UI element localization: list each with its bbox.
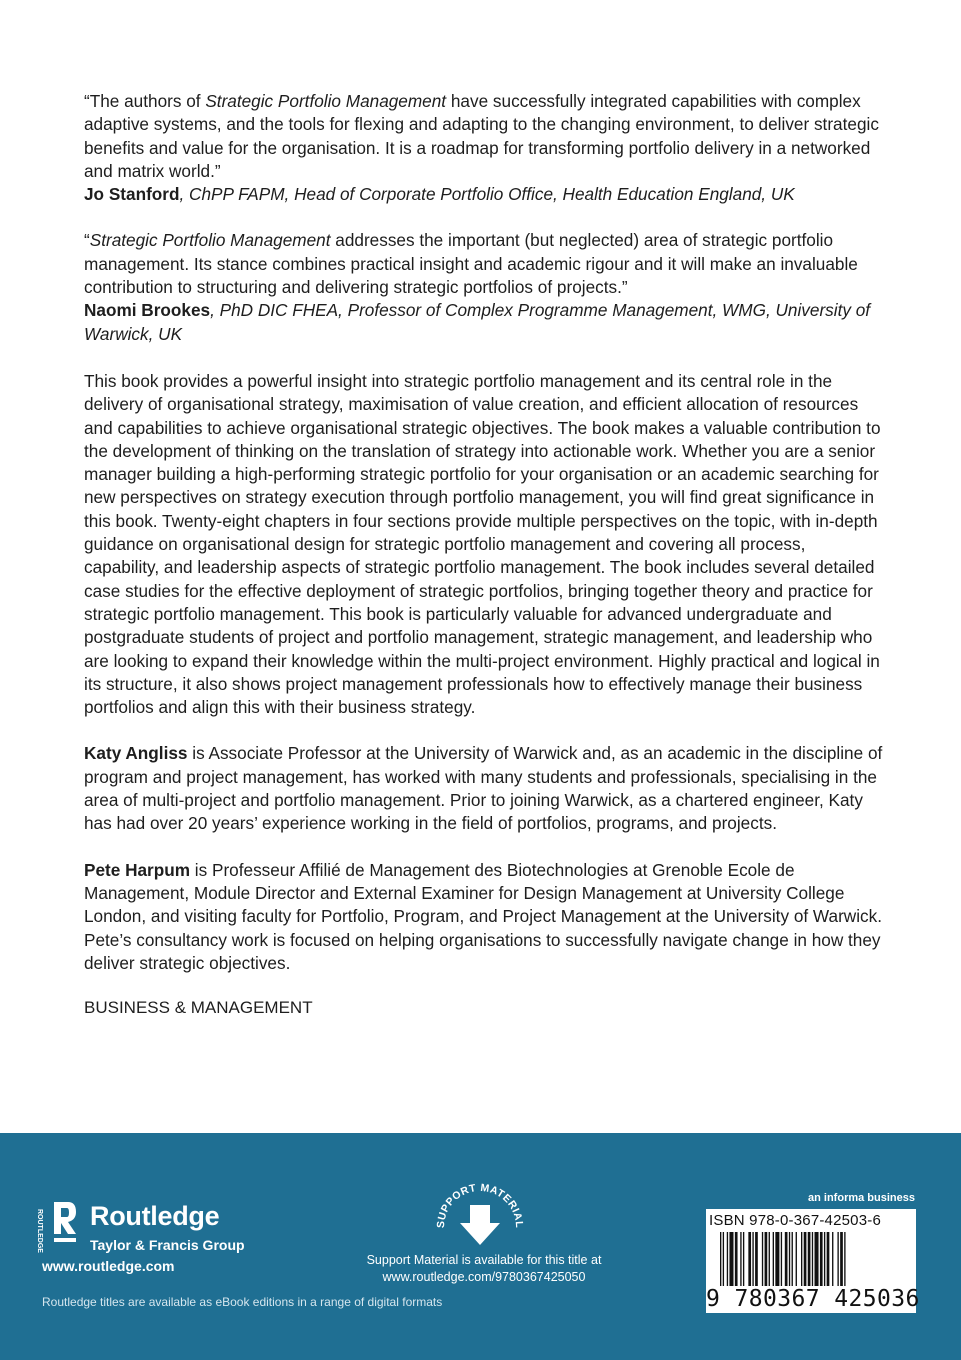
barcode-digits: 9 780367 425036 [706, 1286, 920, 1312]
ebook-note: Routledge titles are available as eBook editions in a range of digital formats [42, 1295, 443, 1309]
barcode-icon [720, 1232, 904, 1286]
informa-tagline: an informa business [808, 1192, 915, 1204]
endorser-credentials: , PhD DIC FHEA, Professor of Complex Programme Management, WMG, University of Warwick, UK [84, 300, 871, 344]
routledge-logo-icon [36, 1200, 80, 1260]
svg-text:ROUTLEDGE: ROUTLEDGE [36, 1209, 43, 1253]
endorsement-attribution-1 [84, 183, 884, 206]
publisher-url[interactable]: www.routledge.com [42, 1258, 175, 1274]
support-material-url[interactable]: www.routledge.com/9780367425050 [382, 1270, 586, 1284]
subject-category: BUSINESS & MANAGEMENT [84, 998, 313, 1018]
endorsement-quote-1: “The authors of Strategic Portfolio Management have successfully integrated capabilities with complex adaptive systems, and the tools for flexing and adapting to the changing environment, to deliver strategic benefits and value for the organisation. It is a roadmap for transforming portfolio delivery in a networked and matrix world.” [84, 91, 879, 181]
svg-text:SUPPORT MATERIAL: SUPPORT MATERIAL [434, 1181, 526, 1229]
author-bio-1: Katy Angliss is Associate Professor at the University of Warwick and, as an academic in the discipline of program and project management, has worked with many students and professionals, specialising in the area of multi-project and portfolio management. Prior to joining Warwick, as a chartered engineer, Katy has had over 20 years’ experience working in the field of portfolios, programs, and projects. [84, 743, 883, 834]
publisher-name: Routledge [90, 1201, 220, 1231]
book-title-italic: Strategic Portfolio Management [89, 230, 331, 251]
isbn-number: ISBN 978-0-367-42503-6 [709, 1212, 882, 1229]
endorsement-quote-2: “Strategic Portfolio Management addresses the important (but neglected) area of strategic portfolio management. Its stance combines practical insight and academic rigour and it will make an invaluable contribution to structuring and delivering strategic portfolios of projects.” [84, 230, 858, 298]
author-name: Katy Angliss [84, 743, 188, 764]
publisher-footer [0, 1133, 961, 1360]
author-name: Pete Harpum [84, 859, 191, 880]
publisher-group: Taylor & Francis Group [90, 1237, 245, 1253]
book-description: This book provides a powerful insight into strategic portfolio management and its central role in the delivery of organisational strategy, maximisation of value creation, and efficient allocation of resources and capabilities to achieve organisational strategic objectives. The book makes a valuable contribution to the development of thinking on the translation of strategy into actionable work. Whether you are a senior manager building a high-performing strategic portfolio for your organisation or an academic searching for new perspectives on strategy execution through portfolio management, you will find great significance in this book. Twenty-eight chapters in four sections provide multiple perspectives on the topic, with in-depth guidance on organisational design for strategic portfolio management and covering all process, capability, and leadership aspects of strategic portfolio management. The book includes several detailed case studies for the effective deployment of strategic portfolios, bringing together theory and practice for strategic portfolio management. This book is particularly valuable for advanced undergraduate and postgraduate students of project and portfolio management, strategic management, and leadership who are looking to expand their knowledge within the multi-project environment. Highly practical and logical in its structure, it also shows project management professionals how to effectively manage their business portfolios and align this with their business strategy. [84, 370, 881, 718]
back-cover-text [84, 90, 884, 1018]
book-title-italic: Strategic Portfolio Management [205, 91, 447, 111]
endorser-name: Naomi Brookes [84, 300, 211, 321]
endorser-name: Jo Stanford [84, 184, 180, 205]
endorser-credentials: , ChPP FAPM, Head of Corporate Portfolio Office, Health Education England, UK [179, 184, 795, 205]
support-material-text: Support Material is available for this title at [366, 1253, 602, 1267]
author-bio-2: Pete Harpum is Professeur Affilié de Management des Biotechnologies at Grenoble Ecole de Management, Module Director and External Examiner for Design Management at University College London, and visiting faculty for Portfolio, Program, and Project Management at the University of Warwick. Pete’s consultancy work is focused on helping organisations to successfully navigate change in how they deliver strategic objectives. [84, 859, 882, 973]
support-material-download-icon [432, 1169, 528, 1265]
endorsement-attribution-2 [84, 299, 884, 346]
isbn-barcode-panel [706, 1209, 920, 1313]
